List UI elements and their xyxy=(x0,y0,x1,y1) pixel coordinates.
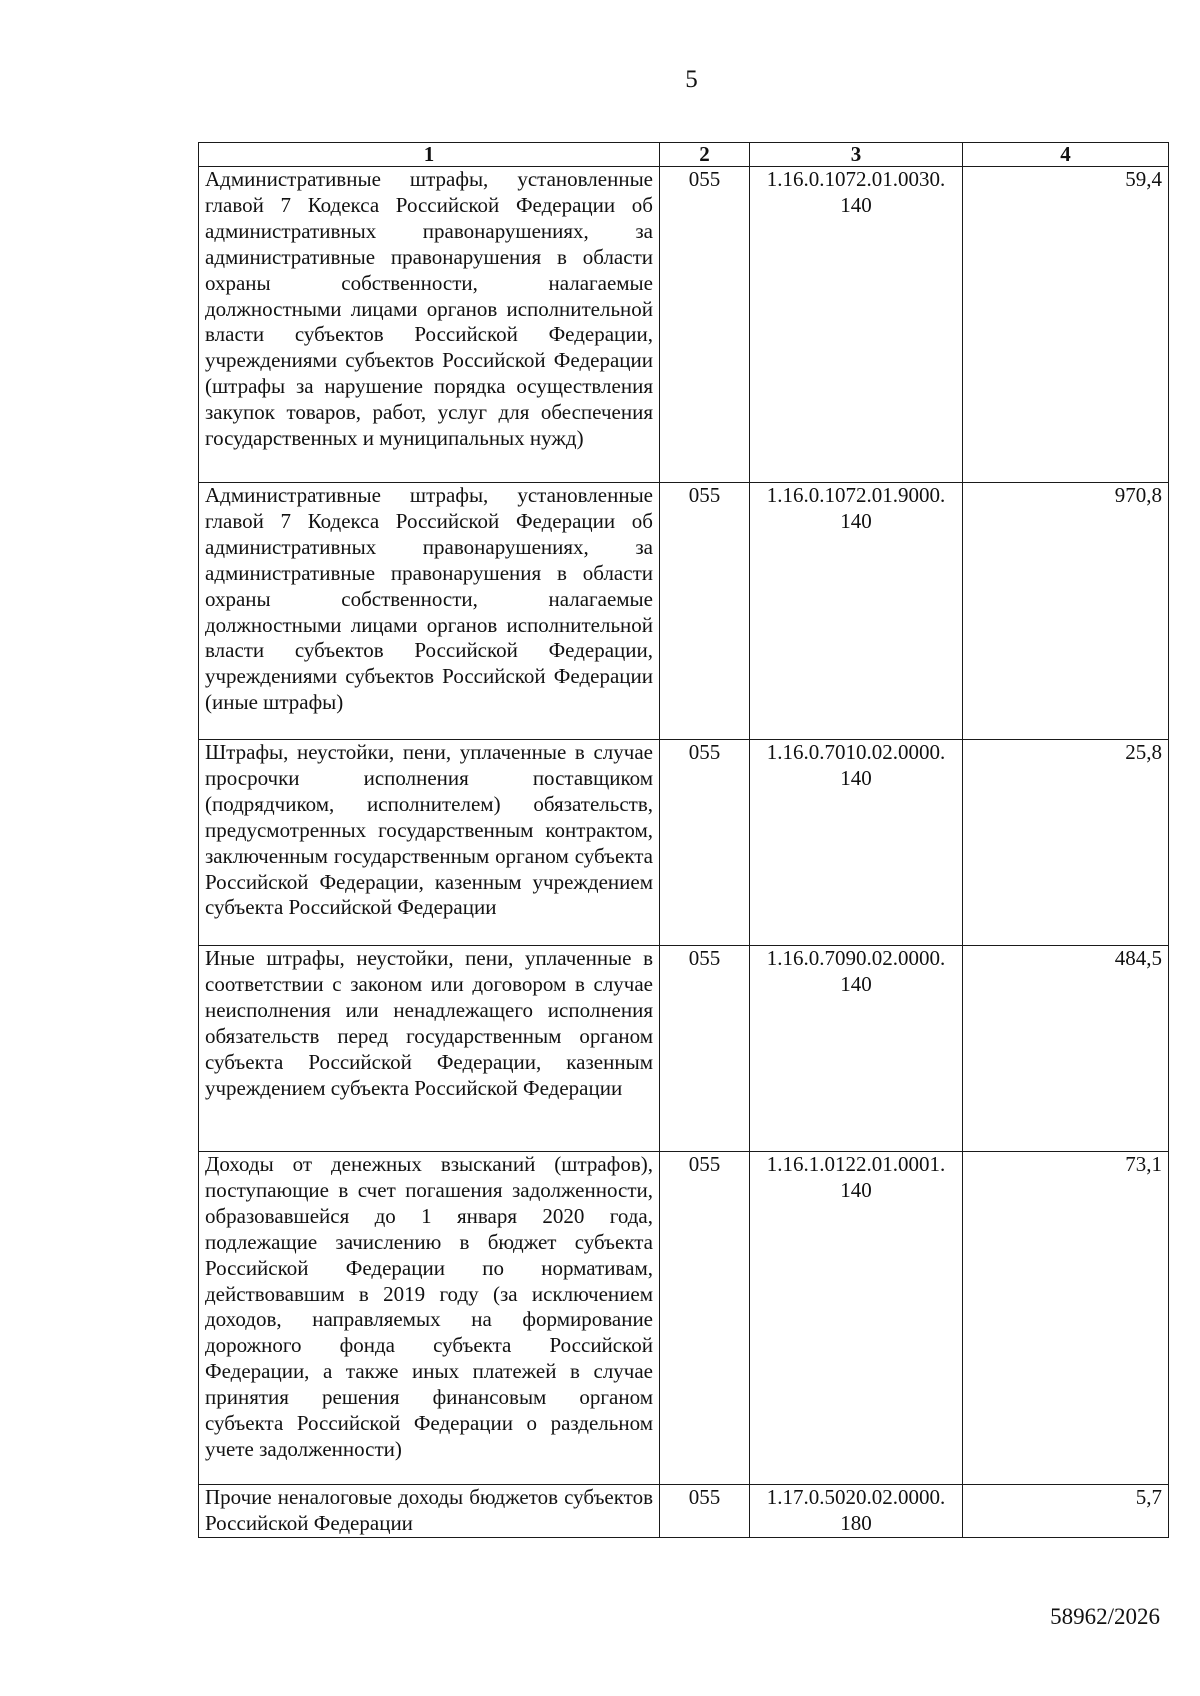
classification-code-suffix: 140 xyxy=(840,765,872,790)
classification-code-part: 1.17.0.5020.02.0000. xyxy=(766,1485,946,1509)
amount-cell: 25,8 xyxy=(963,740,1169,946)
column-header-1: 1 xyxy=(199,143,660,167)
table-row xyxy=(199,167,1169,483)
table-row xyxy=(199,740,1169,946)
classification-code-part: 1.16.0.1072.01.0030. xyxy=(766,167,946,191)
amount-cell: 59,4 xyxy=(963,167,1169,483)
classification-code-suffix: 140 xyxy=(840,192,872,217)
amount-cell: 484,5 xyxy=(963,946,1169,1152)
classification-code-part: 1.16.1.0122.01.0001. xyxy=(766,1152,946,1176)
classification-code-suffix: 140 xyxy=(840,971,872,996)
revenue-name-cell: Доходы от денежных взысканий (штрафов), поступающие в счет погашения задолженности, образовавшейся до 1 января 2020 года, подлежащие зачислению в бюджет субъекта Российской Федерации по нормативам, действовавшим в 2019 году (за исключением доходов, направляемых на формирование дорожного фонда субъекта Российской Федерации, а также иных платежей в случае принятия решения финансовым органом субъекта Российской Федерации о раздельном учете задолженности) xyxy=(199,1152,660,1485)
amount-cell: 970,8 xyxy=(963,483,1169,740)
page-number: 5 xyxy=(685,66,698,93)
table-row xyxy=(199,1152,1169,1485)
column-header-2: 2 xyxy=(660,143,750,167)
revenue-name-cell: Иные штрафы, неустойки, пени, уплаченные в соответствии с законом или договором в случае неисполнения или ненадлежащего исполнения обязательств перед государственным органом субъекта Российской Федерации, казенным учреждением субъекта Российской Федерации xyxy=(199,946,660,1152)
revenue-name-cell: Административные штрафы, установленные главой 7 Кодекса Российской Федерации об административных правонарушениях, за административные правонарушения в области охраны собственности, налагаемые должностными лицами органов исполнительной власти субъектов Российской Федерации, учреждениями субъектов Российской Федерации (штрафы за нарушение порядка осуществления закупок товаров, работ, услуг для обеспечения государственных и муниципальных нужд) xyxy=(199,167,660,483)
revenue-name-cell: Прочие неналоговые доходы бюджетов субъектов Российской Федерации xyxy=(199,1485,660,1538)
amount-cell: 5,7 xyxy=(963,1485,1169,1538)
classification-code-suffix: 140 xyxy=(840,508,872,533)
revenue-name-cell: Административные штрафы, установленные главой 7 Кодекса Российской Федерации об административных правонарушениях, за административные правонарушения в области охраны собственности, налагаемые должностными лицами органов исполнительной власти субъектов Российской Федерации, учреждениями субъектов Российской Федерации (иные штрафы) xyxy=(199,483,660,740)
admin-code-cell: 055 xyxy=(660,740,750,946)
revenue-name-cell: Штрафы, неустойки, пени, уплаченные в случае просрочки исполнения поставщиком (подрядчиком, исполнителем) обязательств, предусмотренных государственным контрактом, заключенным государственным органом субъекта Российской Федерации, казенным учреждением субъекта Российской Федерации xyxy=(199,740,660,946)
amount-cell: 73,1 xyxy=(963,1152,1169,1485)
admin-code-cell: 055 xyxy=(660,1485,750,1538)
classification-code-part: 1.16.0.7010.02.0000. xyxy=(766,740,946,764)
table-row xyxy=(199,1485,1169,1538)
admin-code-cell: 055 xyxy=(660,167,750,483)
budget-revenue-table xyxy=(198,142,1169,1538)
document-registration-number: 58962/2026 xyxy=(1050,1604,1160,1629)
column-header-4: 4 xyxy=(963,143,1169,167)
column-header-3: 3 xyxy=(750,143,963,167)
table-header-row xyxy=(199,143,1169,167)
classification-code-part: 1.16.0.1072.01.9000. xyxy=(766,483,946,507)
table-row xyxy=(199,483,1169,740)
classification-code-suffix: 140 xyxy=(840,1177,872,1202)
classification-code-cell xyxy=(750,1485,963,1538)
classification-code-cell xyxy=(750,483,963,740)
classification-code-cell xyxy=(750,740,963,946)
classification-code-part: 1.16.0.7090.02.0000. xyxy=(766,946,946,970)
classification-code-suffix: 180 xyxy=(840,1510,872,1535)
admin-code-cell: 055 xyxy=(660,483,750,740)
admin-code-cell: 055 xyxy=(660,1152,750,1485)
table-row xyxy=(199,946,1169,1152)
admin-code-cell: 055 xyxy=(660,946,750,1152)
classification-code-cell xyxy=(750,1152,963,1485)
classification-code-cell xyxy=(750,167,963,483)
classification-code-cell xyxy=(750,946,963,1152)
